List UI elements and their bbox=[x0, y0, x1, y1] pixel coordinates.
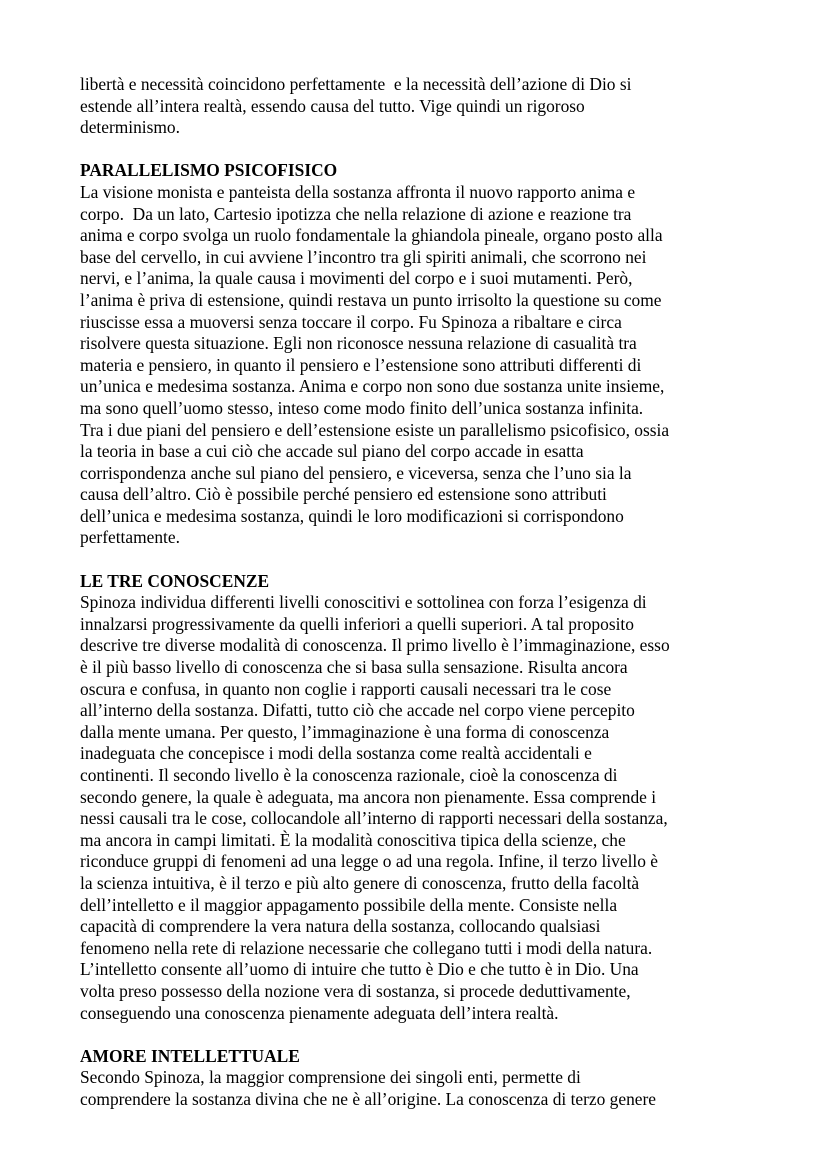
text-line: ma sono quell’uomo stesso, inteso come modo finito dell’unica sostanza infinita. bbox=[80, 397, 644, 418]
text-line: Secondo Spinoza, la maggior comprensione dei singoli enti, permette di bbox=[80, 1067, 581, 1088]
text-line: Spinoza individua differenti livelli conoscitivi e sottolinea con forza l’esigenza di bbox=[80, 592, 647, 613]
text-line: libertà e necessità coincidono perfettamente e la necessità dell’azione di Dio si bbox=[80, 74, 632, 94]
text-line: determinismo. bbox=[80, 117, 180, 138]
text-line: è il più basso livello di conoscenza che si basa sulla sensazione. Risulta ancora bbox=[80, 657, 628, 678]
text-line: riuscisse essa a muoversi senza toccare il corpo. Fu Spinoza a ribaltare e circa bbox=[80, 311, 622, 332]
text-line: riconduce gruppi di fenomeni ad una legge o ad una regola. Infine, il terzo livello è bbox=[80, 851, 659, 872]
text-line: nessi causali tra le cose, collocandole all’interno di rapporti necessari della sostanza, bbox=[80, 808, 668, 829]
text-line: all’interno della sostanza. Difatti, tutto ciò che accade nel corpo viene percepito bbox=[80, 700, 635, 721]
text-line: L’intelletto consente all’uomo di intuire che tutto è Dio e che tutto è in Dio. Una bbox=[80, 959, 639, 980]
section-paragraph-parallelismo bbox=[80, 182, 752, 549]
text-line: ma ancora in campi limitati. È la modalità conoscitiva tipica della scienze, che bbox=[80, 829, 626, 850]
text-line: fenomeno nella rete di relazione necessarie che collegano tutti i modi della natura. bbox=[80, 937, 653, 958]
text-line: perfettamente. bbox=[80, 527, 180, 548]
text-line: la scienza intuitiva, è il terzo e più alto genere di conoscenza, frutto della facoltà bbox=[80, 872, 640, 893]
text-line: oscura e confusa, in quanto non coglie i rapporti causali necessari tra le cose bbox=[80, 678, 612, 699]
text-line: la teoria in base a cui ciò che accade sul piano del corpo accade in esatta bbox=[80, 441, 584, 462]
text-line: comprendere la sostanza divina che ne è all’origine. La conoscenza di terzo genere bbox=[80, 1088, 657, 1109]
text-line: La visione monista e panteista della sostanza affronta il nuovo rapporto anima e bbox=[80, 181, 636, 202]
text-line: risolvere questa situazione. Egli non riconosce nessuna relazione di casualità tra bbox=[80, 333, 637, 354]
section-paragraph-conoscenze bbox=[80, 592, 752, 1024]
text-line: l’anima è priva di estensione, quindi restava un punto irrisolto la questione su come bbox=[80, 289, 662, 310]
text-line: capacità di comprendere la vera natura della sostanza, collocando qualsiasi bbox=[80, 916, 601, 937]
text-line: inadeguata che concepisce i modi della sostanza come realtà accidentali e bbox=[80, 743, 592, 764]
text-line: estende all’intera realtà, essendo causa del tutto. Vige quindi un rigoroso bbox=[80, 95, 585, 116]
section-heading-amore: AMORE INTELLETTUALE bbox=[80, 1045, 300, 1066]
text-line: dell’intelletto e il maggior appagamento possibile della mente. Consiste nella bbox=[80, 894, 618, 915]
text-line: nervi, e l’anima, la quale causa i movimenti del corpo e i suoi mutamenti. Però, bbox=[80, 268, 633, 289]
intro-paragraph bbox=[80, 74, 752, 139]
text-line: volta preso possesso della nozione vera di sostanza, si procede deduttivamente, bbox=[80, 980, 631, 1001]
text-line: innalzarsi progressivamente da quelli inferiori a quelli superiori. A tal proposito bbox=[80, 613, 634, 634]
text-line: secondo genere, la quale è adeguata, ma ancora non pienamente. Essa comprende i bbox=[80, 786, 657, 807]
text-line: continenti. Il secondo livello è la conoscenza razionale, cioè la conoscenza di bbox=[80, 765, 618, 785]
section-heading-parallelismo: PARALLELISMO PSICOFISICO bbox=[80, 160, 338, 181]
section-paragraph-amore bbox=[80, 1067, 752, 1110]
text-line: conseguendo una conoscenza pienamente adeguata dell’intera realtà. bbox=[80, 1002, 559, 1023]
text-line: base del cervello, in cui avviene l’incontro tra gli spiriti animali, che scorrono nei bbox=[80, 246, 647, 267]
text-line: causa dell’altro. Ciò è possibile perché pensiero ed estensione sono attributi bbox=[80, 484, 607, 505]
text-line: anima e corpo svolga un ruolo fondamentale la ghiandola pineale, organo posto alla bbox=[80, 225, 663, 246]
text-line: un’unica e medesima sostanza. Anima e corpo non sono due sostanza unite insieme, bbox=[80, 376, 665, 397]
document-page bbox=[80, 74, 752, 1111]
text-line: Tra i due piani del pensiero e dell’estensione esiste un parallelismo psicofisico, ossia bbox=[80, 419, 670, 440]
text-line: materia e pensiero, in quanto il pensiero e l’estensione sono attributi differenti di bbox=[80, 354, 642, 375]
text-line: corpo. Da un lato, Cartesio ipotizza che nella relazione di azione e reazione tra bbox=[80, 203, 632, 224]
text-line: descrive tre diverse modalità di conoscenza. Il primo livello è l’immaginazione, esso bbox=[80, 635, 670, 656]
text-line: dell’unica e medesima sostanza, quindi le loro modificazioni si corrispondono bbox=[80, 505, 624, 526]
text-line: dalla mente umana. Per questo, l’immaginazione è una forma di conoscenza bbox=[80, 721, 610, 742]
text-line: corrispondenza anche sul piano del pensiero, e viceversa, senza che l’uno sia la bbox=[80, 462, 632, 483]
section-heading-conoscenze: LE TRE CONOSCENZE bbox=[80, 570, 270, 591]
